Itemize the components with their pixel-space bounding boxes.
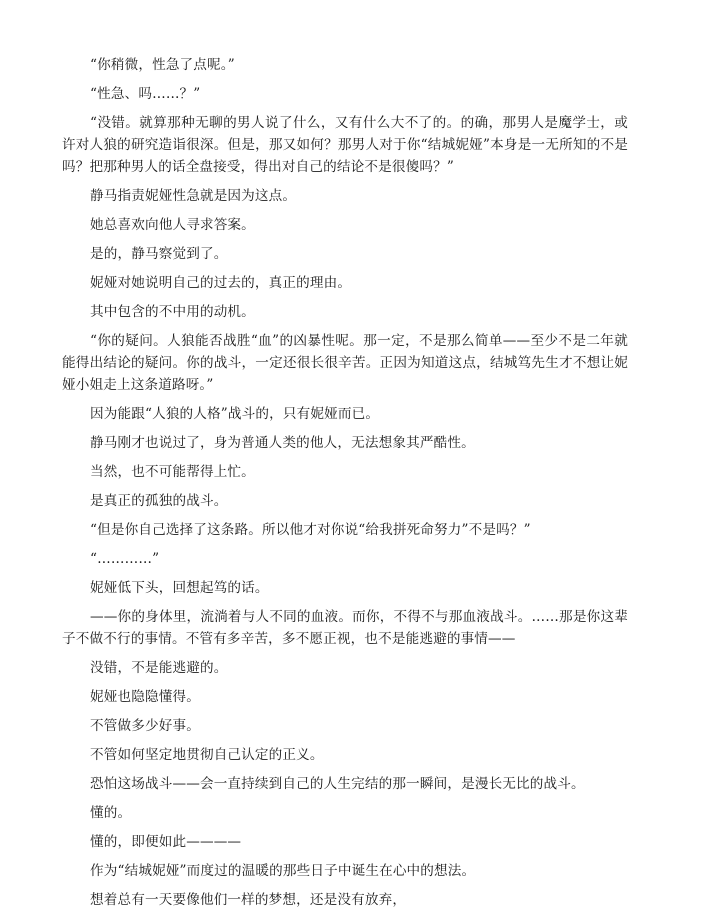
paragraph: 妮娅对她说明自己的过去的，真正的理由。	[90, 275, 352, 291]
paragraph: “但是你自己选择了这条路。所以他才对你说“给我拼死命努力”不是吗？”	[90, 522, 531, 538]
paragraph: 当然，也不可能帮得上忙。	[90, 464, 255, 480]
paragraph: 懂的。	[90, 805, 132, 821]
paragraph: “你的疑问。人狼能否战胜“血”的凶暴性呢。那一定，不是那么简单——至少不是二年就能得出结论的疑问。你的战斗，一定还很长很辛苦。正因为知道这点，结城笃先生才不想让妮娅小姐走上这条道路呀。”	[62, 333, 628, 393]
paragraph: 想着总有一天要像他们一样的梦想，还是没有放弃，	[90, 892, 407, 908]
paragraph: 静马指责妮娅性急就是因为这点。	[90, 188, 297, 204]
paragraph: 其中包含的不中用的动机。	[90, 304, 255, 320]
paragraph: 恐怕这场战斗——会一直持续到自己的人生完结的那一瞬间，是漫长无比的战斗。	[90, 776, 585, 792]
paragraph: 妮娅低下头，回想起笃的话。	[90, 580, 269, 596]
paragraph: 静马刚才也说过了，身为普通人类的他人，无法想象其严酷性。	[90, 435, 475, 451]
paragraph: 她总喜欢向他人寻求答案。	[90, 217, 255, 233]
paragraph: 是真正的孤独的战斗。	[90, 493, 228, 509]
paragraph: 懂的，即便如此————	[90, 834, 242, 850]
document-page	[62, 54, 628, 911]
paragraph: 不管做多少好事。	[90, 718, 200, 734]
paragraph: “性急、吗……？”	[90, 86, 201, 102]
paragraph: “你稍微，性急了点呢。”	[90, 57, 235, 73]
paragraph: 因为能跟“人狼的人格”战斗的，只有妮娅而已。	[90, 406, 380, 422]
paragraph: “…………”	[90, 551, 160, 567]
paragraph: ——你的身体里，流淌着与人不同的血液。而你，不得不与那血液战斗。……那是你这辈子不做不行的事情。不管有多辛苦，多不愿正视，也不是能逃避的事情——	[62, 609, 628, 647]
paragraph: 没错，不是能逃避的。	[90, 660, 228, 676]
paragraph: “没错。就算那种无聊的男人说了什么，又有什么大不了的。的确，那男人是魔学士，或许对人狼的研究造诣很深。但是，那又如何？那男人对于你“结城妮娅”本身是一无所知的不是吗？把那种男人的话全盘接受，得出对自己的结论不是很傻吗？”	[62, 115, 628, 175]
paragraph: 不管如何坚定地贯彻自己认定的正义。	[90, 747, 324, 763]
paragraph: 妮娅也隐隐懂得。	[90, 689, 200, 705]
paragraph: 作为“结城妮娅”而度过的温暖的那些日子中诞生在心中的想法。	[90, 863, 476, 879]
paragraph: 是的，静马察觉到了。	[90, 246, 228, 262]
